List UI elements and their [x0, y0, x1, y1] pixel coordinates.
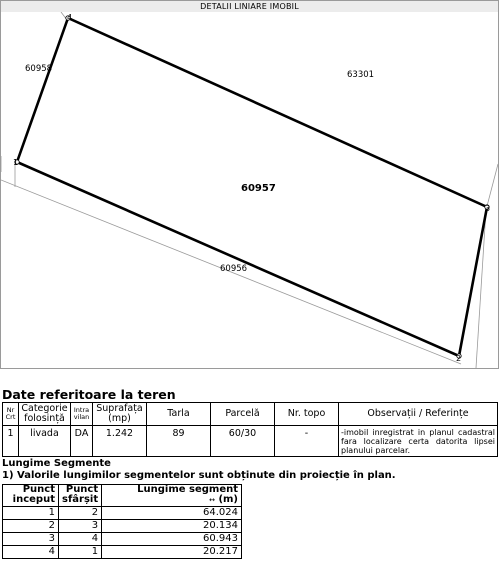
- cell-end: 2: [59, 507, 102, 520]
- parcel-main-number: 60957: [241, 183, 276, 194]
- header-title: DETALII LINIARE IMOBIL: [0, 0, 499, 13]
- col-header-categorie: Categorie folosință: [19, 403, 71, 426]
- land-table-header-row: [3, 403, 498, 426]
- cell-intravilan: DA: [71, 426, 93, 457]
- col-header-nr: Nr Crt: [3, 403, 19, 426]
- col-header-suprafata: Suprafața (mp): [93, 403, 147, 426]
- col-header-parcela: Parcelă: [211, 403, 275, 426]
- cell-parcela: 60/30: [211, 426, 275, 457]
- segments-note: 1) Valorile lungimilor segmentelor sunt obținute din proiecție în plan.: [2, 470, 396, 481]
- cell-length: 20.134: [102, 520, 242, 533]
- cell-start: 4: [3, 546, 59, 559]
- cell-start: 1: [3, 507, 59, 520]
- col-header-nr-topo: Nr. topo: [275, 403, 339, 426]
- cell-end: 1: [59, 546, 102, 559]
- vertex-label-4: 4: [67, 13, 73, 22]
- col-header-length: [102, 485, 242, 507]
- neighbor-label-left: 60958: [25, 64, 53, 74]
- cell-observatii: -imobil inregistrat in planul cadastral fara localizare certa datorita lipsei planului parcelar.: [339, 426, 498, 457]
- cell-start: 3: [3, 533, 59, 546]
- length-label: Lungime segment: [137, 484, 238, 495]
- cell-start: 2: [3, 520, 59, 533]
- segments-table: [2, 484, 242, 559]
- table-row: [3, 546, 242, 559]
- cell-end: 3: [59, 520, 102, 533]
- parcel-map: [0, 12, 499, 369]
- segments-body: [3, 507, 242, 559]
- land-section-title: Date referitoare la teren: [2, 387, 176, 402]
- cell-nr-topo: -: [275, 426, 339, 457]
- segments-header-row: [3, 485, 242, 507]
- col-header-observatii: Observații / Referințe: [339, 403, 498, 426]
- col-header-start: Punct inceput: [3, 485, 59, 507]
- table-row: [3, 520, 242, 533]
- col-header-end: Punct sfârșit: [59, 485, 102, 507]
- cell-length: 64.024: [102, 507, 242, 520]
- arrow-icon: ↔: [209, 496, 215, 504]
- cell-end: 4: [59, 533, 102, 546]
- col-header-intravilan: Intra vilan: [71, 403, 93, 426]
- neighbor-label-bottom: 60956: [220, 264, 248, 274]
- table-row: [3, 507, 242, 520]
- neighbor-label-right: 63301: [347, 70, 375, 80]
- length-unit: (m): [218, 494, 238, 505]
- cell-length: 20.217: [102, 546, 242, 559]
- land-data-table: [2, 402, 498, 457]
- cell-categorie: livada: [19, 426, 71, 457]
- vertex-label-1: 1: [13, 158, 19, 167]
- parcel-plan-svg: [1, 12, 498, 368]
- segments-heading: [2, 458, 396, 482]
- table-row: [3, 533, 242, 546]
- segments-title: Lungime Segmente: [2, 458, 111, 469]
- table-row: [3, 426, 498, 457]
- cell-length: 60.943: [102, 533, 242, 546]
- cell-suprafata: 1.242: [93, 426, 147, 457]
- cell-nr: 1: [3, 426, 19, 457]
- vertex-label-3: 3: [485, 204, 491, 213]
- col-header-tarla: Tarla: [147, 403, 211, 426]
- cell-tarla: 89: [147, 426, 211, 457]
- vertex-label-2: 2: [456, 354, 462, 363]
